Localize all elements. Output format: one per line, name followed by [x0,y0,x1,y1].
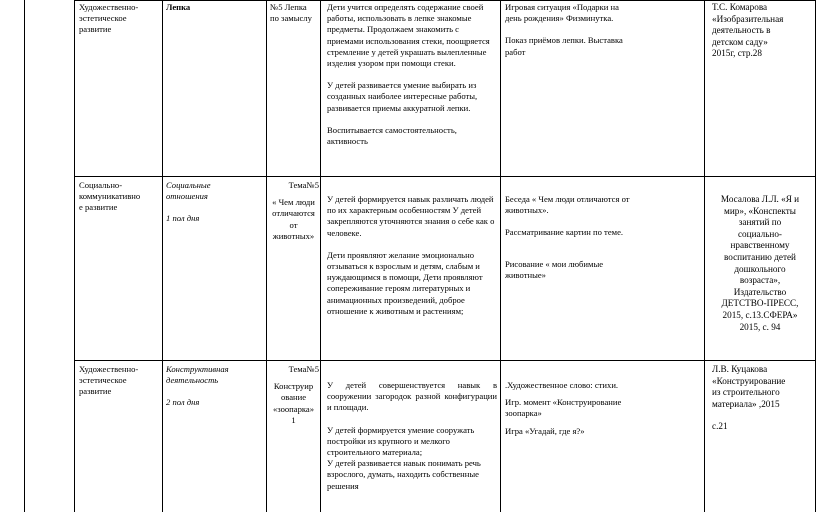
row2-goal-2: Дети проявляют желание эмоционально отзываться к взрослым и детям, слабым и нуждающимся в помощи, Дети проявляют сопереживание героям литературных и анимационных произведений, доброе отношение к животным и растениям; [327,249,483,316]
row3-activity-cell [166,364,262,512]
row3-literature-cell [712,364,812,512]
col-border-0 [24,0,25,512]
row2-goal-1: У детей формируется навык различать людей по их характерным особенностям У детей закрепляются уточняются знания о себе как о человеке. [327,194,495,238]
row3-goal-2: У детей формируется умение сооружать постройки из крупного и мелкого строительного материала; [327,424,475,458]
row2-area-cell [79,180,159,356]
row3-method-1: .Художественное слово: стихи. [505,380,619,390]
row3-area-cell [79,364,159,512]
row2-method-2: Рассматривание картин по теме. [505,227,624,238]
row1-goals-cell [327,2,497,174]
col-border-3 [266,0,267,512]
row3-goal-3: У детей развивается навык понимать речь взрослого, думать, находить собственные решения [327,458,481,491]
row2-activity-note: 1 пол дня [166,213,200,224]
col-border-6 [704,0,705,512]
row2-literature: Мосалова Л.Л. «Я и мир», «Конспекты занятий по социально- нравственному воспитанию детей дошкольного возраста», Издательство ДЕТСТВО-ПРЕСС, 2015, с.13.СФЕРА» 2015, с. 94 [720,194,800,332]
row3-topic: Конструир ование «зоопарка» 1 [272,381,315,425]
row1-literature: Т.С. Комарова «Изобразительная деятельность в детском саду» 2015г, стр.28 [712,2,784,59]
row2-area: Социально- коммуникативно е развитие [79,180,141,213]
row2-method-1: Беседа « Чем люди отличаются от животных». [505,194,630,216]
row3-area: Художественно- эстетическое развитие [79,364,139,397]
col-border-5 [500,0,501,512]
row1-area: Художественно- эстетическое развитие [79,2,139,35]
row3-method-3: Игра «Угадай, где я?» [505,425,585,436]
col-border-1 [74,0,75,512]
row2-methods-cell [505,194,635,358]
row2-topic-head: Тема№5 [288,180,319,190]
row1-goal-1: Дети учится определять содержание своей работы, использовать в лепке знакомые предметы. Продолжаем знакомить с приемами использования стеки, поощряется стремление у детей украшать вылепленные изделия узором при помощи стеки. [327,2,490,69]
row2-topic-cell [268,180,319,356]
row1-goal-2: У детей развивается умение выбирать из созданных наиболее интересные работы, развивается приемы аккуратной лепки. [327,80,478,113]
row2-literature-cell [707,194,813,358]
row2-activity: Социальные отношения [166,180,211,202]
row3-literature-page: с.21 [712,421,728,432]
row1-methods-cell [505,2,625,174]
row3-method-2: Игр. момент «Конструирование зоопарка» [505,397,622,419]
row1-method-1: Игровая ситуация «Подарки на день рождения» Физминутка. [505,2,619,24]
row2-topic: « Чем люди отличаются от животных» [272,197,315,241]
row2-activity-cell [166,180,262,356]
row1-area-cell [79,2,159,174]
row1-topic: №5 Лепка по замыслу [270,2,312,24]
col-border-2 [162,0,163,512]
row3-goal-1: У детей совершенствуется навык в сооружении загородок разной конфигурации и площади. [327,380,497,413]
row3-methods-cell [505,380,645,512]
col-border-4 [320,0,321,512]
row3-literature: Л.В. Куцакова «Конструирование из строительного материала» ,2015 [712,364,786,409]
row2-goals-cell [327,194,497,358]
row3-goals-cell [327,380,497,512]
row1-topic-cell [270,2,318,174]
row1-goal-3: Воспитывается самостоятельность, активность [327,124,457,147]
row1-activity-cell [166,2,262,174]
row3-activity-note: 2 пол дня [166,397,200,408]
row3-topic-cell [268,364,319,512]
row3-topic-head: Тема№5 [288,364,319,374]
row1-literature-cell [712,2,812,174]
row3-activity: Конструктивная деятельность [166,364,229,386]
row1-activity: Лепка [166,2,191,12]
row1-method-2: Показ приёмов лепки. Выставка работ [505,35,623,57]
row2-method-3: Рисование « мои любимые животные» [505,258,604,280]
